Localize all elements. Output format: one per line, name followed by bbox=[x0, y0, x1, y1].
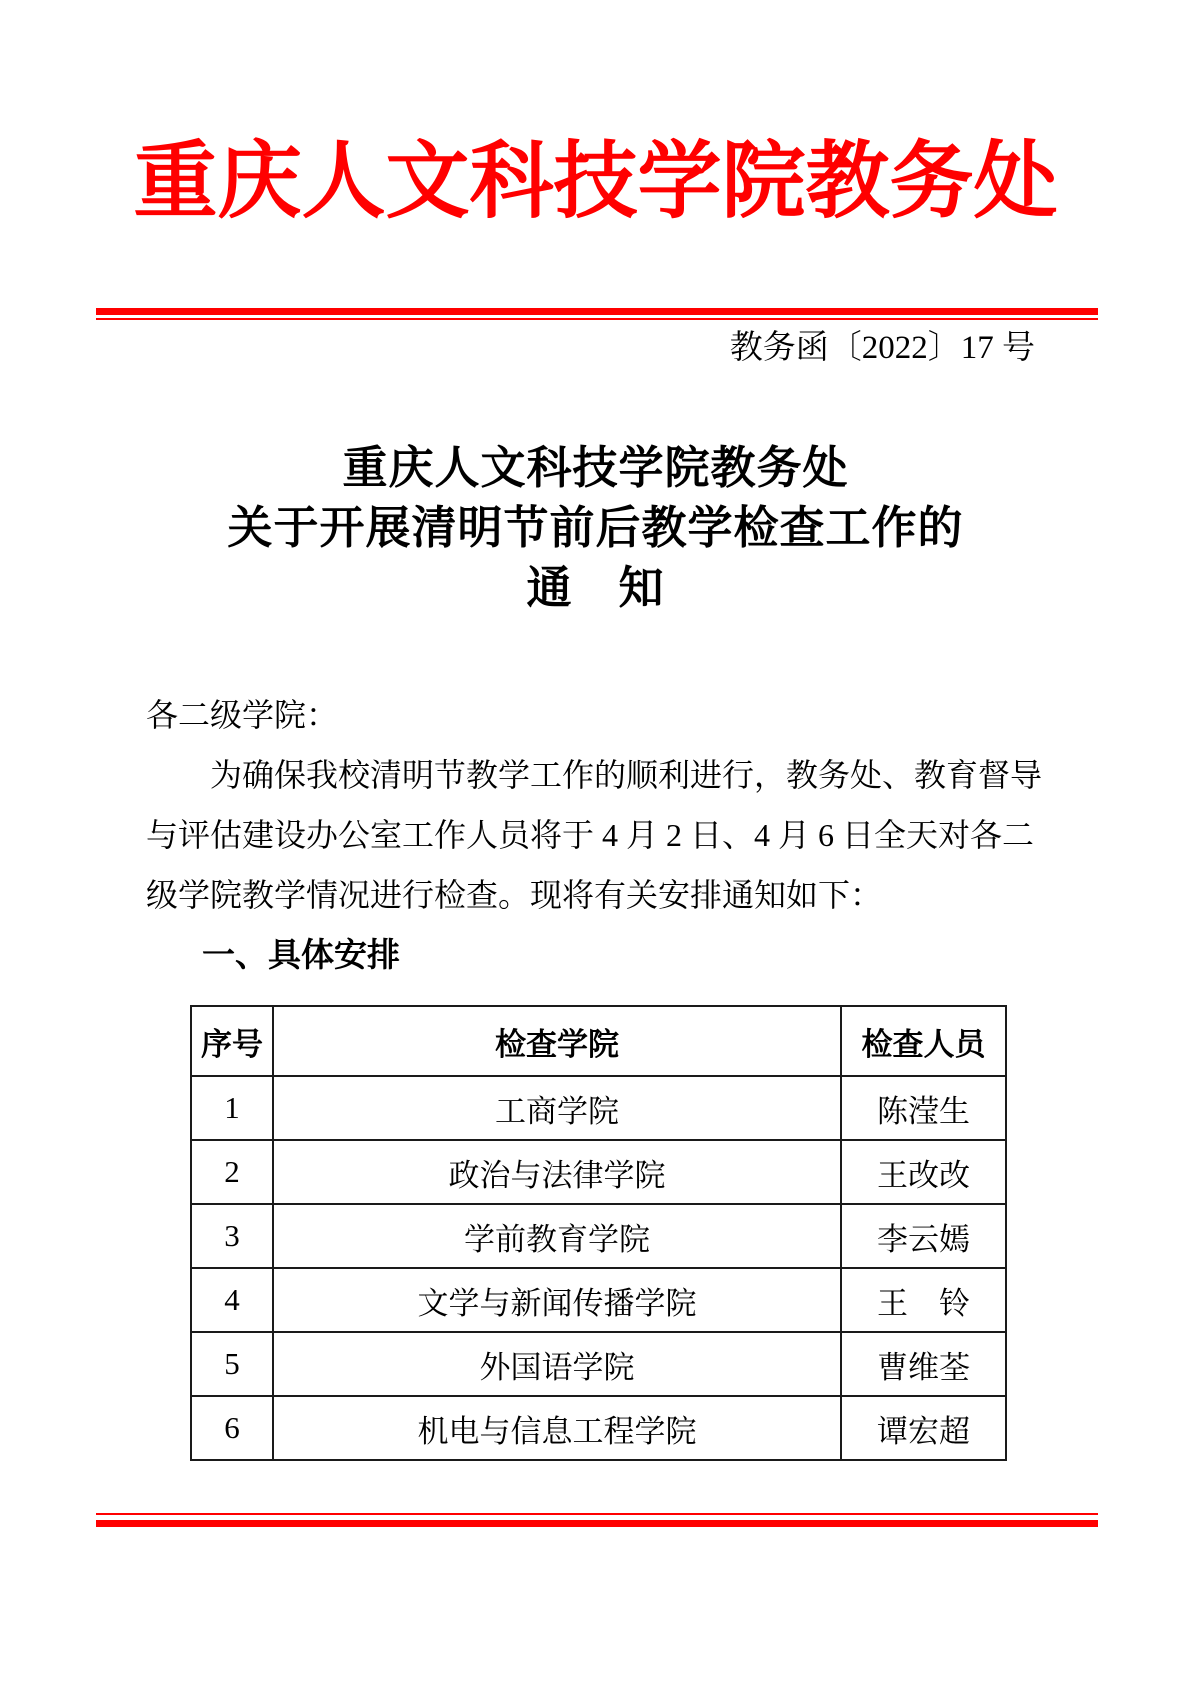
masthead-title: 重庆人文科技学院教务处 bbox=[133, 136, 1058, 229]
notice-title-line-1: 重庆人文科技学院教务处 bbox=[342, 443, 849, 493]
header-inspected-college: 检查学院 bbox=[273, 1006, 841, 1076]
cell-inspector: 陈滢生 bbox=[841, 1076, 1006, 1140]
red-separator-top bbox=[96, 308, 1098, 320]
notice-title-line-2: 关于开展清明节前后教学检查工作的 bbox=[227, 503, 964, 553]
paragraph-line: 为确保我校清明节教学工作的顺利进行，教务处、教育督导 bbox=[210, 757, 1043, 793]
cell-college: 机电与信息工程学院 bbox=[273, 1396, 841, 1460]
header-inspector: 检查人员 bbox=[841, 1006, 1006, 1076]
cell-college: 外国语学院 bbox=[273, 1332, 841, 1396]
cell-inspector: 王 铃 bbox=[841, 1268, 1006, 1332]
cell-serial-number: 5 bbox=[191, 1332, 273, 1396]
cell-serial-number: 1 bbox=[191, 1076, 273, 1140]
paragraph-line: 级学院教学情况进行检查。现将有关安排通知如下： bbox=[146, 877, 883, 913]
table-row bbox=[191, 1140, 1006, 1204]
red-separator-bottom bbox=[96, 1513, 1098, 1527]
table-row bbox=[191, 1204, 1006, 1268]
cell-serial-number: 6 bbox=[191, 1396, 273, 1460]
table-header-row bbox=[191, 1006, 1006, 1076]
cell-inspector: 王改改 bbox=[841, 1140, 1006, 1204]
table-row bbox=[191, 1396, 1006, 1460]
table-row bbox=[191, 1268, 1006, 1332]
paragraph-line: 与评估建设办公室工作人员将于 4 月 2 日、4 月 6 日全天对各二 bbox=[146, 817, 1035, 853]
separator-thick-rule bbox=[96, 1520, 1098, 1527]
cell-college: 学前教育学院 bbox=[273, 1204, 841, 1268]
cell-serial-number: 2 bbox=[191, 1140, 273, 1204]
inspection-schedule-table bbox=[190, 1005, 1007, 1461]
cell-serial-number: 4 bbox=[191, 1268, 273, 1332]
salutation: 各二级学院： bbox=[146, 697, 339, 733]
cell-college: 文学与新闻传播学院 bbox=[273, 1268, 841, 1332]
document-number: 教务函〔2022〕17 号 bbox=[729, 330, 1035, 366]
cell-inspector: 李云嫣 bbox=[841, 1204, 1006, 1268]
cell-serial-number: 3 bbox=[191, 1204, 273, 1268]
cell-college: 政治与法律学院 bbox=[273, 1140, 841, 1204]
cell-inspector: 曹维荃 bbox=[841, 1332, 1006, 1396]
cell-college: 工商学院 bbox=[273, 1076, 841, 1140]
header-serial-number: 序号 bbox=[191, 1006, 273, 1076]
notice-title bbox=[0, 438, 1191, 618]
separator-thin-rule bbox=[96, 318, 1098, 320]
separator-thick-rule bbox=[96, 308, 1098, 315]
section-heading: 一、具体安排 bbox=[202, 936, 400, 973]
table-row bbox=[191, 1076, 1006, 1140]
notice-title-line-3: 通 知 bbox=[526, 563, 665, 613]
cell-inspector: 谭宏超 bbox=[841, 1396, 1006, 1460]
table-row bbox=[191, 1332, 1006, 1396]
